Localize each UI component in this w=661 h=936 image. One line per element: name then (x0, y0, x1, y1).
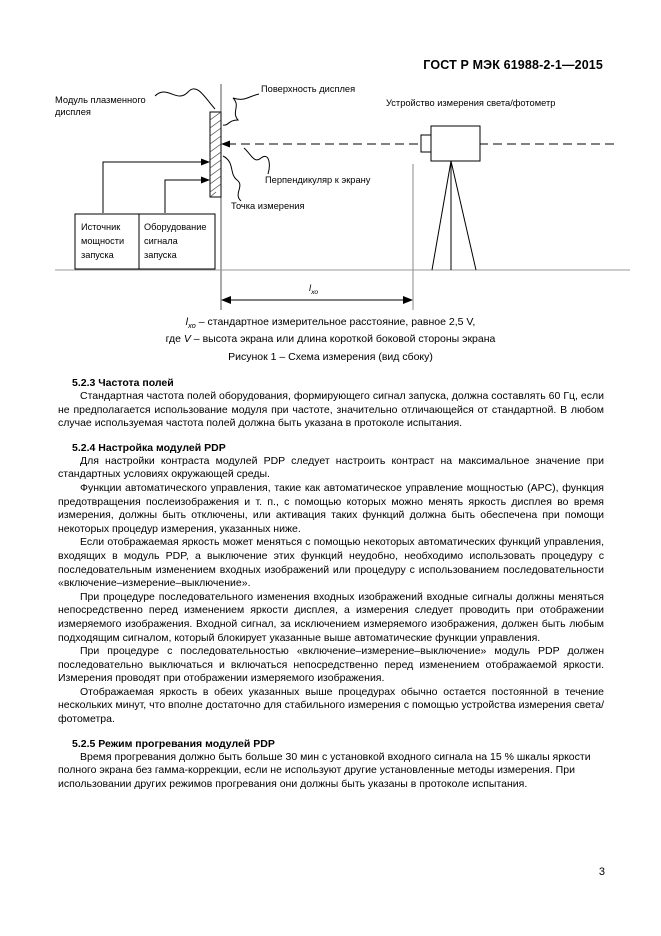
figure-note (55, 316, 606, 346)
section-paragraph: Для настройки контраста модулей PDP следует настроить контраст на максимальное значение при стандартных условиях окружающей среды. (58, 454, 604, 481)
label-display-surface: Поверхность дисплея (261, 84, 356, 94)
leader-perpendicular (244, 148, 269, 174)
document-body (58, 377, 604, 791)
label-signal-equipment-line1: Оборудование (144, 222, 207, 232)
label-power-source-line3: запуска (81, 250, 114, 260)
leader-measurement-point (223, 156, 241, 201)
section-paragraph: Если отображаемая яркость может меняться с помощью некоторых автоматических функций управления, входящих в модуль PDP, а выключение этих функций неудобно, необходимо использовать процедуру с последовательным изменением входных изображений или процедуру с использованием последовательности «включение–измерение–выключение». (58, 536, 604, 590)
note-line2-prefix: где (165, 332, 184, 345)
section-heading: 5.2.3 Частота полей (72, 377, 174, 389)
figure-measurement-diagram (55, 82, 630, 312)
section-paragraph: При процедуре с последовательностью «включение–измерение–выключение» модуль PDP должен последовательно выключаться и включаться непосредственно перед изменением отображаемой яркости. Измерения проводят при отображении измеряемого изображения. (58, 645, 604, 685)
label-measurement-point: Точка измерения (231, 201, 305, 211)
plasma-display-slab (210, 112, 221, 197)
label-dimension-symbol: $l_{хо}$ (309, 283, 319, 296)
section-paragraph: При процедуре последовательного изменения входных изображений входные сигналы должны меняться непосредственно перед изменением яркости дисплея, а измерения следует проводить при отображении измеряемого изображения. Входной сигнал, за исключением измеряемого изображения, должен быть любым подходящим сигналом, который блокирует указанные выше автоматические функции управления. (58, 590, 604, 644)
label-signal-equipment-line3: запуска (144, 250, 177, 260)
leader-display-surface (223, 94, 259, 125)
label-plasma-module-line1: Модуль плазменного (55, 95, 146, 105)
standard-header: ГОСТ Р МЭК 61988-2-1—2015 (423, 58, 603, 72)
tripod-left-leg (432, 161, 451, 270)
note-line2-italic: V (183, 332, 191, 345)
section-paragraph: Время прогревания должно быть больше 30 мин с установкой входного сигнала на 15 % шкалы яркости полного экрана без гамма-коррекции, если не используют другие установленные методы измерения. При использовании других режимов прогревания они должны быть указаны в протоколе испытания. (58, 750, 591, 790)
label-perpendicular-to-screen: Перпендикуляр к экрану (265, 175, 371, 185)
note-symbol: l (185, 316, 188, 328)
optical-axis-arrowhead (221, 141, 230, 148)
photometer-lens (421, 135, 431, 152)
label-power-source-line2: мощности (81, 236, 125, 246)
section-paragraph: Стандартная частота полей оборудования, формирующего сигнал запуска, должна составлять 60 Гц, если не предполагается использование модуля при частоте, значительно отличающейся от стандартной. В любом случае используемая частота полей должна быть указана в протоколе испытания. (58, 390, 604, 430)
dimension-arrow-left (221, 296, 231, 304)
label-plasma-module-line2: дисплея (55, 107, 91, 117)
section-paragraph: Отображаемая яркость в обеих указанных выше процедурах обычно остается постоянной в течение нескольких минут, что вполне достаточно для стабильного измерения с помощью устройства измерения света/фотометра. (58, 685, 604, 726)
leader-plasma-module (155, 89, 215, 109)
connector-signal-equipment (165, 180, 205, 213)
label-photometer: Устройство измерения света/фотометр (386, 98, 556, 108)
connector-power-source (103, 162, 205, 213)
note-subscript: хо (187, 321, 196, 331)
note-line1-rest: – стандартное измерительное расстояние, равное 2,5 V, (195, 316, 476, 328)
connector-power-source-arrow (201, 159, 210, 166)
note-line2-rest: – высота экрана или длина короткой боковой стороны экрана (190, 332, 496, 345)
section-heading: 5.2.4 Настройка модулей PDP (72, 441, 226, 454)
tripod-right-leg (451, 161, 476, 270)
dimension-arrow-right (403, 296, 413, 304)
section-heading: 5.2.5 Режим прогревания модулей PDP (72, 737, 275, 750)
figure-note-line1 (55, 316, 606, 333)
connector-signal-equipment-arrow (201, 177, 210, 184)
figure-caption: Рисунок 1 – Схема измерения (вид сбоку) (228, 351, 433, 363)
photometer-body (431, 126, 480, 161)
label-signal-equipment-line2: сигнала (144, 236, 178, 246)
page-number: 3 (598, 866, 605, 878)
section-paragraph: Функции автоматического управления, такие как автоматическое управление мощностью (APC), функция предотвращения послеизображения и т. п., с помощью которых можно менять яркость дисплея во время измерения, должны быть отключены, или активация таких функций должна быть обеспечена при помощи некоторых процедур измерения, указанных ниже. (58, 481, 604, 535)
section-5-2-3 (58, 377, 604, 431)
label-power-source-line1: Источник (81, 222, 121, 232)
section-5-2-5 (58, 738, 604, 792)
section-5-2-4 (58, 442, 604, 727)
figure-note-line2 (55, 333, 606, 347)
